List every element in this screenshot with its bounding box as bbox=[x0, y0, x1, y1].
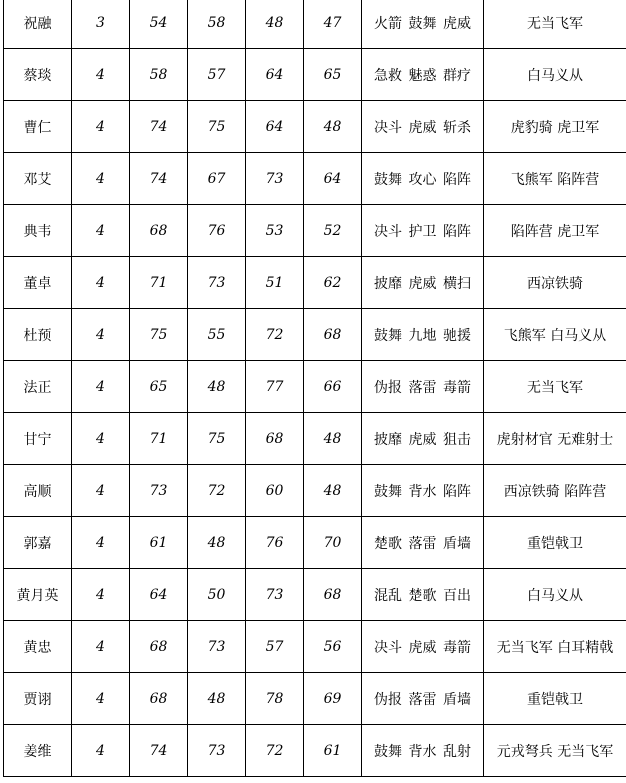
stat-1-cell: 54 bbox=[130, 0, 188, 49]
general-name-cell: 董卓 bbox=[4, 257, 72, 309]
general-tier-cell: 4 bbox=[72, 205, 130, 257]
stat-2-cell: 76 bbox=[188, 205, 246, 257]
table-row bbox=[4, 465, 626, 517]
general-troops-cell: 白马义从 bbox=[484, 569, 626, 621]
stat-4-cell: 70 bbox=[304, 517, 362, 569]
stat-1-cell: 71 bbox=[130, 413, 188, 465]
stat-1-cell: 71 bbox=[130, 257, 188, 309]
general-troops-cell: 无当飞军 bbox=[484, 0, 626, 49]
general-table bbox=[3, 0, 626, 777]
general-tier-cell: 4 bbox=[72, 361, 130, 413]
stat-1-cell: 61 bbox=[130, 517, 188, 569]
table-row bbox=[4, 309, 626, 361]
stat-3-cell: 68 bbox=[246, 413, 304, 465]
stat-2-cell: 73 bbox=[188, 257, 246, 309]
stat-1-cell: 65 bbox=[130, 361, 188, 413]
stat-1-cell: 68 bbox=[130, 205, 188, 257]
general-skills-cell: 伪报 落雷 盾墙 bbox=[362, 673, 484, 725]
general-tier-cell: 4 bbox=[72, 413, 130, 465]
general-name-cell: 郭嘉 bbox=[4, 517, 72, 569]
table-row bbox=[4, 517, 626, 569]
stat-4-cell: 48 bbox=[304, 465, 362, 517]
stat-3-cell: 72 bbox=[246, 725, 304, 777]
general-troops-cell: 无当飞军 白耳精戟 bbox=[484, 621, 626, 673]
general-tier-cell: 4 bbox=[72, 309, 130, 361]
table-row bbox=[4, 413, 626, 465]
general-tier-cell: 4 bbox=[72, 569, 130, 621]
general-troops-cell: 重铠戟卫 bbox=[484, 673, 626, 725]
general-troops-cell: 重铠戟卫 bbox=[484, 517, 626, 569]
general-name-cell: 姜维 bbox=[4, 725, 72, 777]
stat-4-cell: 64 bbox=[304, 153, 362, 205]
stat-1-cell: 74 bbox=[130, 101, 188, 153]
general-tier-cell: 4 bbox=[72, 673, 130, 725]
stat-2-cell: 55 bbox=[188, 309, 246, 361]
general-skills-cell: 决斗 护卫 陷阵 bbox=[362, 205, 484, 257]
table-row bbox=[4, 361, 626, 413]
table-row bbox=[4, 0, 626, 49]
stat-3-cell: 76 bbox=[246, 517, 304, 569]
table-row bbox=[4, 205, 626, 257]
stat-2-cell: 75 bbox=[188, 101, 246, 153]
general-tier-cell: 4 bbox=[72, 49, 130, 101]
stat-4-cell: 56 bbox=[304, 621, 362, 673]
general-troops-cell: 虎射材官 无难射士 bbox=[484, 413, 626, 465]
table-row bbox=[4, 153, 626, 205]
stat-4-cell: 68 bbox=[304, 309, 362, 361]
stat-2-cell: 48 bbox=[188, 361, 246, 413]
general-name-cell: 蔡琰 bbox=[4, 49, 72, 101]
general-skills-cell: 急救 魅惑 群疗 bbox=[362, 49, 484, 101]
general-tier-cell: 4 bbox=[72, 153, 130, 205]
table-row bbox=[4, 257, 626, 309]
table-row bbox=[4, 621, 626, 673]
stat-1-cell: 58 bbox=[130, 49, 188, 101]
stat-4-cell: 47 bbox=[304, 0, 362, 49]
stat-2-cell: 72 bbox=[188, 465, 246, 517]
general-name-cell: 甘宁 bbox=[4, 413, 72, 465]
stat-4-cell: 48 bbox=[304, 101, 362, 153]
stat-2-cell: 67 bbox=[188, 153, 246, 205]
stat-2-cell: 50 bbox=[188, 569, 246, 621]
table-row bbox=[4, 101, 626, 153]
stat-1-cell: 73 bbox=[130, 465, 188, 517]
general-skills-cell: 鼓舞 背水 乱射 bbox=[362, 725, 484, 777]
stat-2-cell: 57 bbox=[188, 49, 246, 101]
general-troops-cell: 无当飞军 bbox=[484, 361, 626, 413]
general-skills-cell: 披靡 虎威 横扫 bbox=[362, 257, 484, 309]
table-row bbox=[4, 49, 626, 101]
stat-1-cell: 75 bbox=[130, 309, 188, 361]
table-row bbox=[4, 725, 626, 777]
general-skills-cell: 披靡 虎威 狙击 bbox=[362, 413, 484, 465]
stat-3-cell: 60 bbox=[246, 465, 304, 517]
stat-3-cell: 78 bbox=[246, 673, 304, 725]
general-skills-cell: 决斗 虎威 毒箭 bbox=[362, 621, 484, 673]
stat-2-cell: 73 bbox=[188, 725, 246, 777]
stat-4-cell: 48 bbox=[304, 413, 362, 465]
general-troops-cell: 虎豹骑 虎卫军 bbox=[484, 101, 626, 153]
stat-1-cell: 74 bbox=[130, 153, 188, 205]
general-name-cell: 曹仁 bbox=[4, 101, 72, 153]
stat-1-cell: 68 bbox=[130, 673, 188, 725]
general-name-cell: 祝融 bbox=[4, 0, 72, 49]
stat-3-cell: 64 bbox=[246, 101, 304, 153]
general-name-cell: 黄月英 bbox=[4, 569, 72, 621]
stat-2-cell: 48 bbox=[188, 517, 246, 569]
stat-3-cell: 64 bbox=[246, 49, 304, 101]
general-name-cell: 法正 bbox=[4, 361, 72, 413]
general-tier-cell: 4 bbox=[72, 101, 130, 153]
general-skills-cell: 鼓舞 背水 陷阵 bbox=[362, 465, 484, 517]
stat-4-cell: 61 bbox=[304, 725, 362, 777]
general-skills-cell: 鼓舞 九地 驰援 bbox=[362, 309, 484, 361]
stat-4-cell: 52 bbox=[304, 205, 362, 257]
stat-1-cell: 68 bbox=[130, 621, 188, 673]
general-tier-cell: 3 bbox=[72, 0, 130, 49]
general-skills-cell: 楚歌 落雷 盾墙 bbox=[362, 517, 484, 569]
general-name-cell: 邓艾 bbox=[4, 153, 72, 205]
general-tier-cell: 4 bbox=[72, 517, 130, 569]
general-skills-cell: 火箭 鼓舞 虎威 bbox=[362, 0, 484, 49]
stat-4-cell: 62 bbox=[304, 257, 362, 309]
stat-2-cell: 73 bbox=[188, 621, 246, 673]
table-row bbox=[4, 673, 626, 725]
stat-4-cell: 69 bbox=[304, 673, 362, 725]
table-row bbox=[4, 569, 626, 621]
stat-3-cell: 72 bbox=[246, 309, 304, 361]
general-troops-cell: 西凉铁骑 陷阵营 bbox=[484, 465, 626, 517]
general-troops-cell: 元戎弩兵 无当飞军 bbox=[484, 725, 626, 777]
general-name-cell: 贾诩 bbox=[4, 673, 72, 725]
stat-3-cell: 73 bbox=[246, 569, 304, 621]
general-name-cell: 高顺 bbox=[4, 465, 72, 517]
stat-1-cell: 64 bbox=[130, 569, 188, 621]
stat-1-cell: 74 bbox=[130, 725, 188, 777]
stat-2-cell: 48 bbox=[188, 673, 246, 725]
general-tier-cell: 4 bbox=[72, 257, 130, 309]
general-table-container bbox=[3, 0, 626, 777]
stat-3-cell: 73 bbox=[246, 153, 304, 205]
stat-4-cell: 65 bbox=[304, 49, 362, 101]
general-name-cell: 杜预 bbox=[4, 309, 72, 361]
general-troops-cell: 飞熊军 陷阵营 bbox=[484, 153, 626, 205]
general-skills-cell: 决斗 虎威 斩杀 bbox=[362, 101, 484, 153]
general-skills-cell: 鼓舞 攻心 陷阵 bbox=[362, 153, 484, 205]
general-troops-cell: 飞熊军 白马义从 bbox=[484, 309, 626, 361]
stat-3-cell: 48 bbox=[246, 0, 304, 49]
general-name-cell: 黄忠 bbox=[4, 621, 72, 673]
stat-3-cell: 57 bbox=[246, 621, 304, 673]
stat-2-cell: 75 bbox=[188, 413, 246, 465]
general-tier-cell: 4 bbox=[72, 465, 130, 517]
stat-3-cell: 51 bbox=[246, 257, 304, 309]
stat-3-cell: 53 bbox=[246, 205, 304, 257]
general-skills-cell: 混乱 楚歌 百出 bbox=[362, 569, 484, 621]
general-name-cell: 典韦 bbox=[4, 205, 72, 257]
general-troops-cell: 陷阵营 虎卫军 bbox=[484, 205, 626, 257]
table-body bbox=[4, 0, 626, 777]
general-troops-cell: 西凉铁骑 bbox=[484, 257, 626, 309]
stat-3-cell: 77 bbox=[246, 361, 304, 413]
stat-4-cell: 68 bbox=[304, 569, 362, 621]
stat-4-cell: 66 bbox=[304, 361, 362, 413]
general-troops-cell: 白马义从 bbox=[484, 49, 626, 101]
general-skills-cell: 伪报 落雷 毒箭 bbox=[362, 361, 484, 413]
general-tier-cell: 4 bbox=[72, 725, 130, 777]
stat-2-cell: 58 bbox=[188, 0, 246, 49]
general-tier-cell: 4 bbox=[72, 621, 130, 673]
